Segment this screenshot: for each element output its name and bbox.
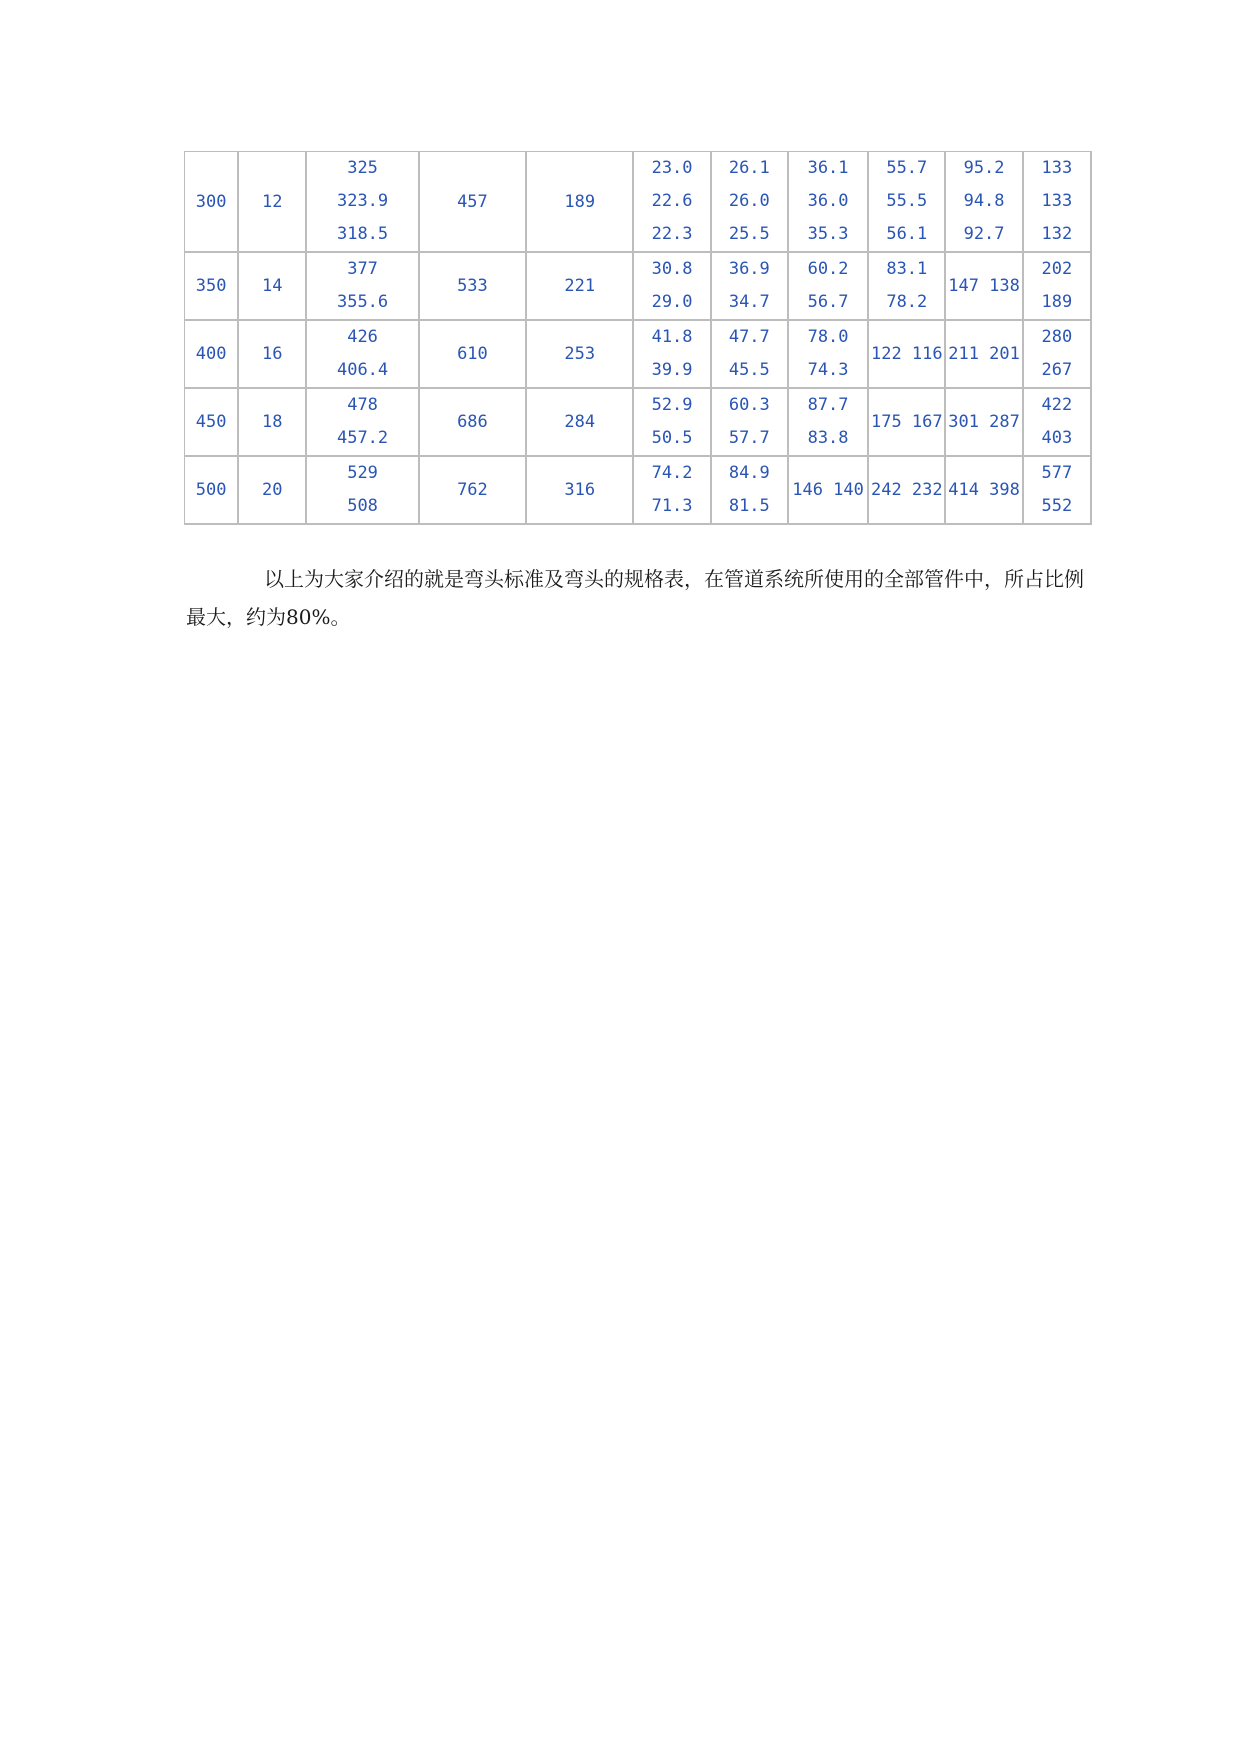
outer-diameter-cell	[307, 321, 419, 389]
cell-value: 34.7	[728, 292, 770, 312]
center-length-cell: 533	[420, 253, 527, 321]
outer-diameter-cell	[307, 253, 419, 321]
cell-value: 122 116	[870, 343, 943, 364]
nps-cell: 14	[239, 253, 307, 321]
cell-value: 23.0	[651, 158, 693, 178]
cell-value: 426	[347, 327, 378, 347]
table-row	[185, 389, 1092, 457]
cell-value: 74.3	[807, 360, 849, 380]
cell-value: 84.9	[728, 463, 770, 483]
cell-value: 26.1	[728, 158, 770, 178]
cell-value: 87.7	[807, 395, 849, 415]
table-row	[185, 253, 1092, 321]
cell-value: 414 398	[948, 479, 1020, 500]
cell-value: 56.1	[886, 224, 928, 244]
weight-cell-4	[869, 152, 946, 253]
elbow-spec-table	[184, 151, 1092, 525]
nominal-diameter-cell: 350	[185, 253, 239, 321]
cell-value: 377	[347, 259, 378, 279]
cell-value: 202	[1041, 259, 1073, 279]
cell-value: 147 138	[948, 275, 1020, 296]
nominal-diameter-cell: 400	[185, 321, 239, 389]
table-row	[185, 321, 1092, 389]
cell-value: 280	[1041, 327, 1073, 347]
cell-value: 25.5	[728, 224, 770, 244]
weight-cell-1	[634, 253, 711, 321]
cell-value: 55.7	[886, 158, 928, 178]
cell-value: 83.8	[807, 428, 849, 448]
weight-cell-5	[946, 457, 1023, 525]
radius-cell: 253	[527, 321, 634, 389]
cell-value: 36.0	[807, 191, 849, 211]
weight-cell-1	[634, 457, 711, 525]
radius-cell: 284	[527, 389, 634, 457]
center-length-cell: 686	[420, 389, 527, 457]
cell-value: 26.0	[728, 191, 770, 211]
weight-cell-3	[789, 152, 869, 253]
cell-value: 92.7	[963, 224, 1005, 244]
weight-cell-5	[946, 152, 1023, 253]
cell-value: 60.3	[728, 395, 770, 415]
cell-value: 95.2	[963, 158, 1005, 178]
cell-value: 133	[1041, 158, 1073, 178]
outer-diameter-cell	[307, 152, 419, 253]
cell-value: 175 167	[870, 411, 943, 432]
cell-value: 36.9	[728, 259, 770, 279]
cell-value: 132	[1041, 224, 1073, 244]
cell-value: 78.2	[886, 292, 928, 312]
weight-cell-4	[869, 321, 946, 389]
cell-value: 94.8	[963, 191, 1005, 211]
weight-cell-3	[789, 389, 869, 457]
weight-cell-4	[869, 457, 946, 525]
cell-value: 133	[1041, 191, 1073, 211]
radius-cell: 221	[527, 253, 634, 321]
cell-value: 60.2	[807, 259, 849, 279]
weight-cell-2	[712, 457, 789, 525]
table-row	[185, 152, 1092, 253]
cell-value: 74.2	[651, 463, 693, 483]
cell-value: 478	[347, 395, 378, 415]
weight-cell-4	[869, 253, 946, 321]
cell-value: 45.5	[728, 360, 770, 380]
weight-cell-6	[1024, 457, 1092, 525]
weight-cell-3	[789, 457, 869, 525]
cell-value: 189	[1041, 292, 1073, 312]
nominal-diameter-cell: 300	[185, 152, 239, 253]
cell-value: 211 201	[948, 343, 1020, 364]
weight-cell-6	[1024, 152, 1092, 253]
cell-value: 52.9	[651, 395, 693, 415]
weight-cell-2	[712, 321, 789, 389]
weight-cell-5	[946, 389, 1023, 457]
cell-value: 318.5	[336, 224, 389, 244]
weight-cell-5	[946, 321, 1023, 389]
table-body	[185, 152, 1092, 525]
cell-value: 22.6	[651, 191, 693, 211]
cell-value: 57.7	[728, 428, 770, 448]
center-length-cell: 457	[420, 152, 527, 253]
weight-cell-6	[1024, 321, 1092, 389]
cell-value: 30.8	[651, 259, 693, 279]
radius-cell: 316	[527, 457, 634, 525]
weight-cell-3	[789, 321, 869, 389]
cell-value: 39.9	[651, 360, 693, 380]
weight-cell-2	[712, 253, 789, 321]
weight-cell-1	[634, 321, 711, 389]
weight-cell-2	[712, 389, 789, 457]
cell-value: 325	[347, 158, 378, 178]
cell-value: 55.5	[886, 191, 928, 211]
weight-cell-1	[634, 152, 711, 253]
cell-value: 50.5	[651, 428, 693, 448]
cell-value: 29.0	[651, 292, 693, 312]
cell-value: 529	[347, 463, 378, 483]
cell-value: 457.2	[336, 428, 389, 448]
cell-value: 35.3	[807, 224, 849, 244]
cell-value: 22.3	[651, 224, 693, 244]
outer-diameter-cell	[307, 457, 419, 525]
cell-value: 406.4	[336, 360, 389, 380]
nominal-diameter-cell: 500	[185, 457, 239, 525]
cell-value: 81.5	[728, 496, 770, 516]
cell-value: 301 287	[948, 411, 1020, 432]
cell-value: 56.7	[807, 292, 849, 312]
nominal-diameter-cell: 450	[185, 389, 239, 457]
weight-cell-6	[1024, 253, 1092, 321]
radius-cell: 189	[527, 152, 634, 253]
cell-value: 36.1	[807, 158, 849, 178]
cell-value: 323.9	[336, 191, 389, 211]
weight-cell-1	[634, 389, 711, 457]
weight-cell-4	[869, 389, 946, 457]
cell-value: 552	[1041, 496, 1073, 516]
cell-value: 267	[1041, 360, 1073, 380]
center-length-cell: 610	[420, 321, 527, 389]
cell-value: 146 140	[792, 479, 864, 500]
table-row	[185, 457, 1092, 525]
cell-value: 355.6	[336, 292, 389, 312]
nps-cell: 16	[239, 321, 307, 389]
cell-value: 508	[347, 496, 378, 516]
weight-cell-6	[1024, 389, 1092, 457]
cell-value: 577	[1041, 463, 1073, 483]
nps-cell: 18	[239, 389, 307, 457]
cell-value: 403	[1041, 428, 1073, 448]
center-length-cell: 762	[420, 457, 527, 525]
weight-cell-3	[789, 253, 869, 321]
cell-value: 422	[1041, 395, 1073, 415]
cell-value: 83.1	[886, 259, 928, 279]
weight-cell-5	[946, 253, 1023, 321]
nps-cell: 20	[239, 457, 307, 525]
cell-value: 242 232	[870, 479, 943, 500]
cell-value: 71.3	[651, 496, 693, 516]
weight-cell-2	[712, 152, 789, 253]
nps-cell: 12	[239, 152, 307, 253]
outer-diameter-cell	[307, 389, 419, 457]
cell-value: 47.7	[728, 327, 770, 347]
cell-value: 41.8	[651, 327, 693, 347]
summary-paragraph: 以上为大家介绍的就是弯头标准及弯头的规格表，在管道系统所使用的全部管件中，所占比例最大，约为80%。	[186, 567, 1084, 629]
cell-value: 78.0	[807, 327, 849, 347]
